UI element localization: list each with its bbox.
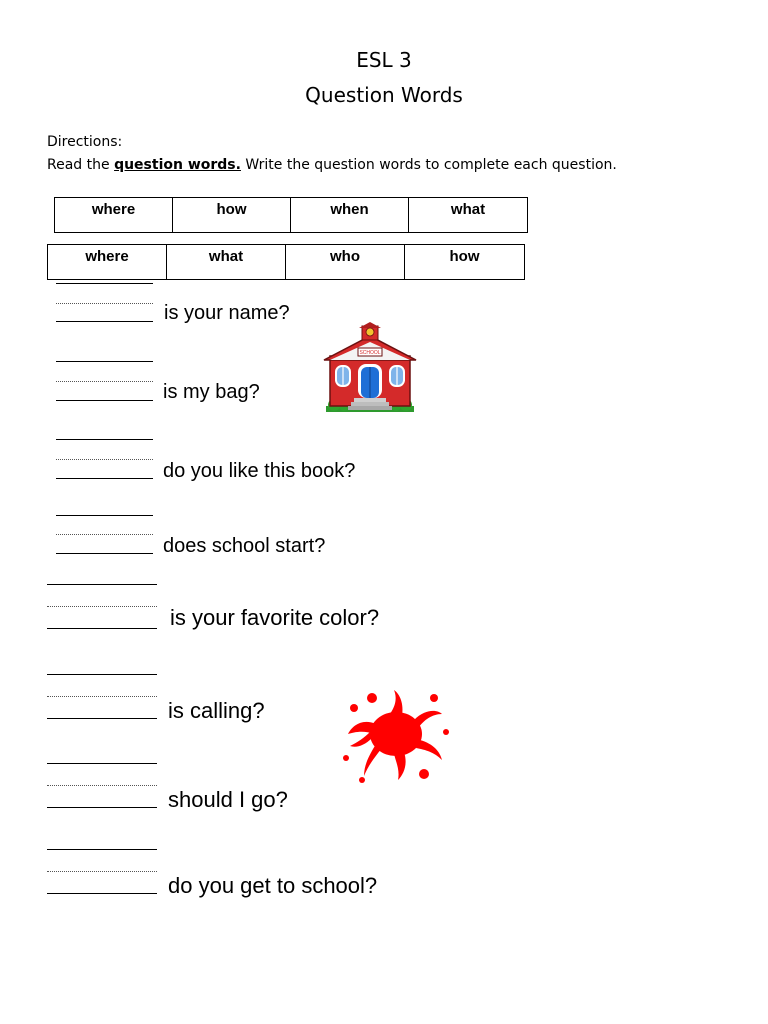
word-cell: what	[167, 245, 286, 279]
answer-blank[interactable]	[56, 400, 153, 401]
guide-mid-line	[56, 381, 153, 382]
paint-splat-icon	[342, 688, 450, 784]
answer-blank[interactable]	[56, 321, 153, 322]
word-cell: how	[173, 198, 291, 232]
word-cell: where	[48, 245, 167, 279]
word-cell: what	[450, 201, 486, 218]
answer-blank[interactable]	[47, 628, 157, 629]
directions-keyword: question words.	[114, 157, 241, 173]
word-cell: when	[291, 198, 409, 232]
question-text: is calling?	[168, 698, 265, 723]
guide-mid-line	[47, 785, 157, 786]
directions-label: Directions:	[47, 134, 123, 150]
guide-mid-line	[56, 303, 153, 304]
answer-blank[interactable]	[47, 807, 157, 808]
course-title: ESL 3	[356, 48, 412, 72]
answer-blank[interactable]	[47, 893, 157, 894]
answer-blank[interactable]	[47, 718, 157, 719]
guide-top-line	[47, 849, 157, 850]
word-cell: who	[286, 245, 405, 279]
question-text: is my bag?	[163, 381, 260, 403]
schoolhouse-icon	[320, 322, 420, 414]
worksheet-title: Question Words	[305, 83, 463, 107]
question-text: does school start?	[163, 535, 326, 557]
svg-text:SCHOOL: SCHOOL	[359, 350, 381, 356]
question-text: is your favorite color?	[170, 605, 380, 630]
word-cell: how	[449, 248, 480, 265]
guide-top-line	[56, 361, 153, 362]
guide-top-line	[56, 515, 153, 516]
word-bank-row-2	[47, 244, 525, 280]
guide-mid-line	[56, 534, 153, 535]
question-text: do you get to school?	[168, 873, 378, 898]
answer-blank[interactable]	[56, 478, 153, 479]
guide-mid-line	[47, 606, 157, 607]
word-bank-row-1	[54, 197, 528, 233]
question-text: is your name?	[164, 302, 290, 324]
guide-top-line	[56, 283, 153, 284]
word-cell: where	[55, 198, 173, 232]
guide-top-line	[47, 584, 157, 585]
directions-lead: Read the	[47, 157, 115, 173]
question-text: do you like this book?	[163, 460, 356, 482]
question-text: should I go?	[168, 787, 288, 812]
guide-mid-line	[47, 871, 157, 872]
directions-rest: Write the question words to complete each question.	[240, 157, 617, 173]
guide-top-line	[47, 763, 157, 764]
guide-mid-line	[47, 696, 157, 697]
guide-top-line	[47, 674, 157, 675]
guide-mid-line	[56, 459, 153, 460]
directions-text	[47, 157, 617, 173]
guide-top-line	[56, 439, 153, 440]
answer-blank[interactable]	[56, 553, 153, 554]
